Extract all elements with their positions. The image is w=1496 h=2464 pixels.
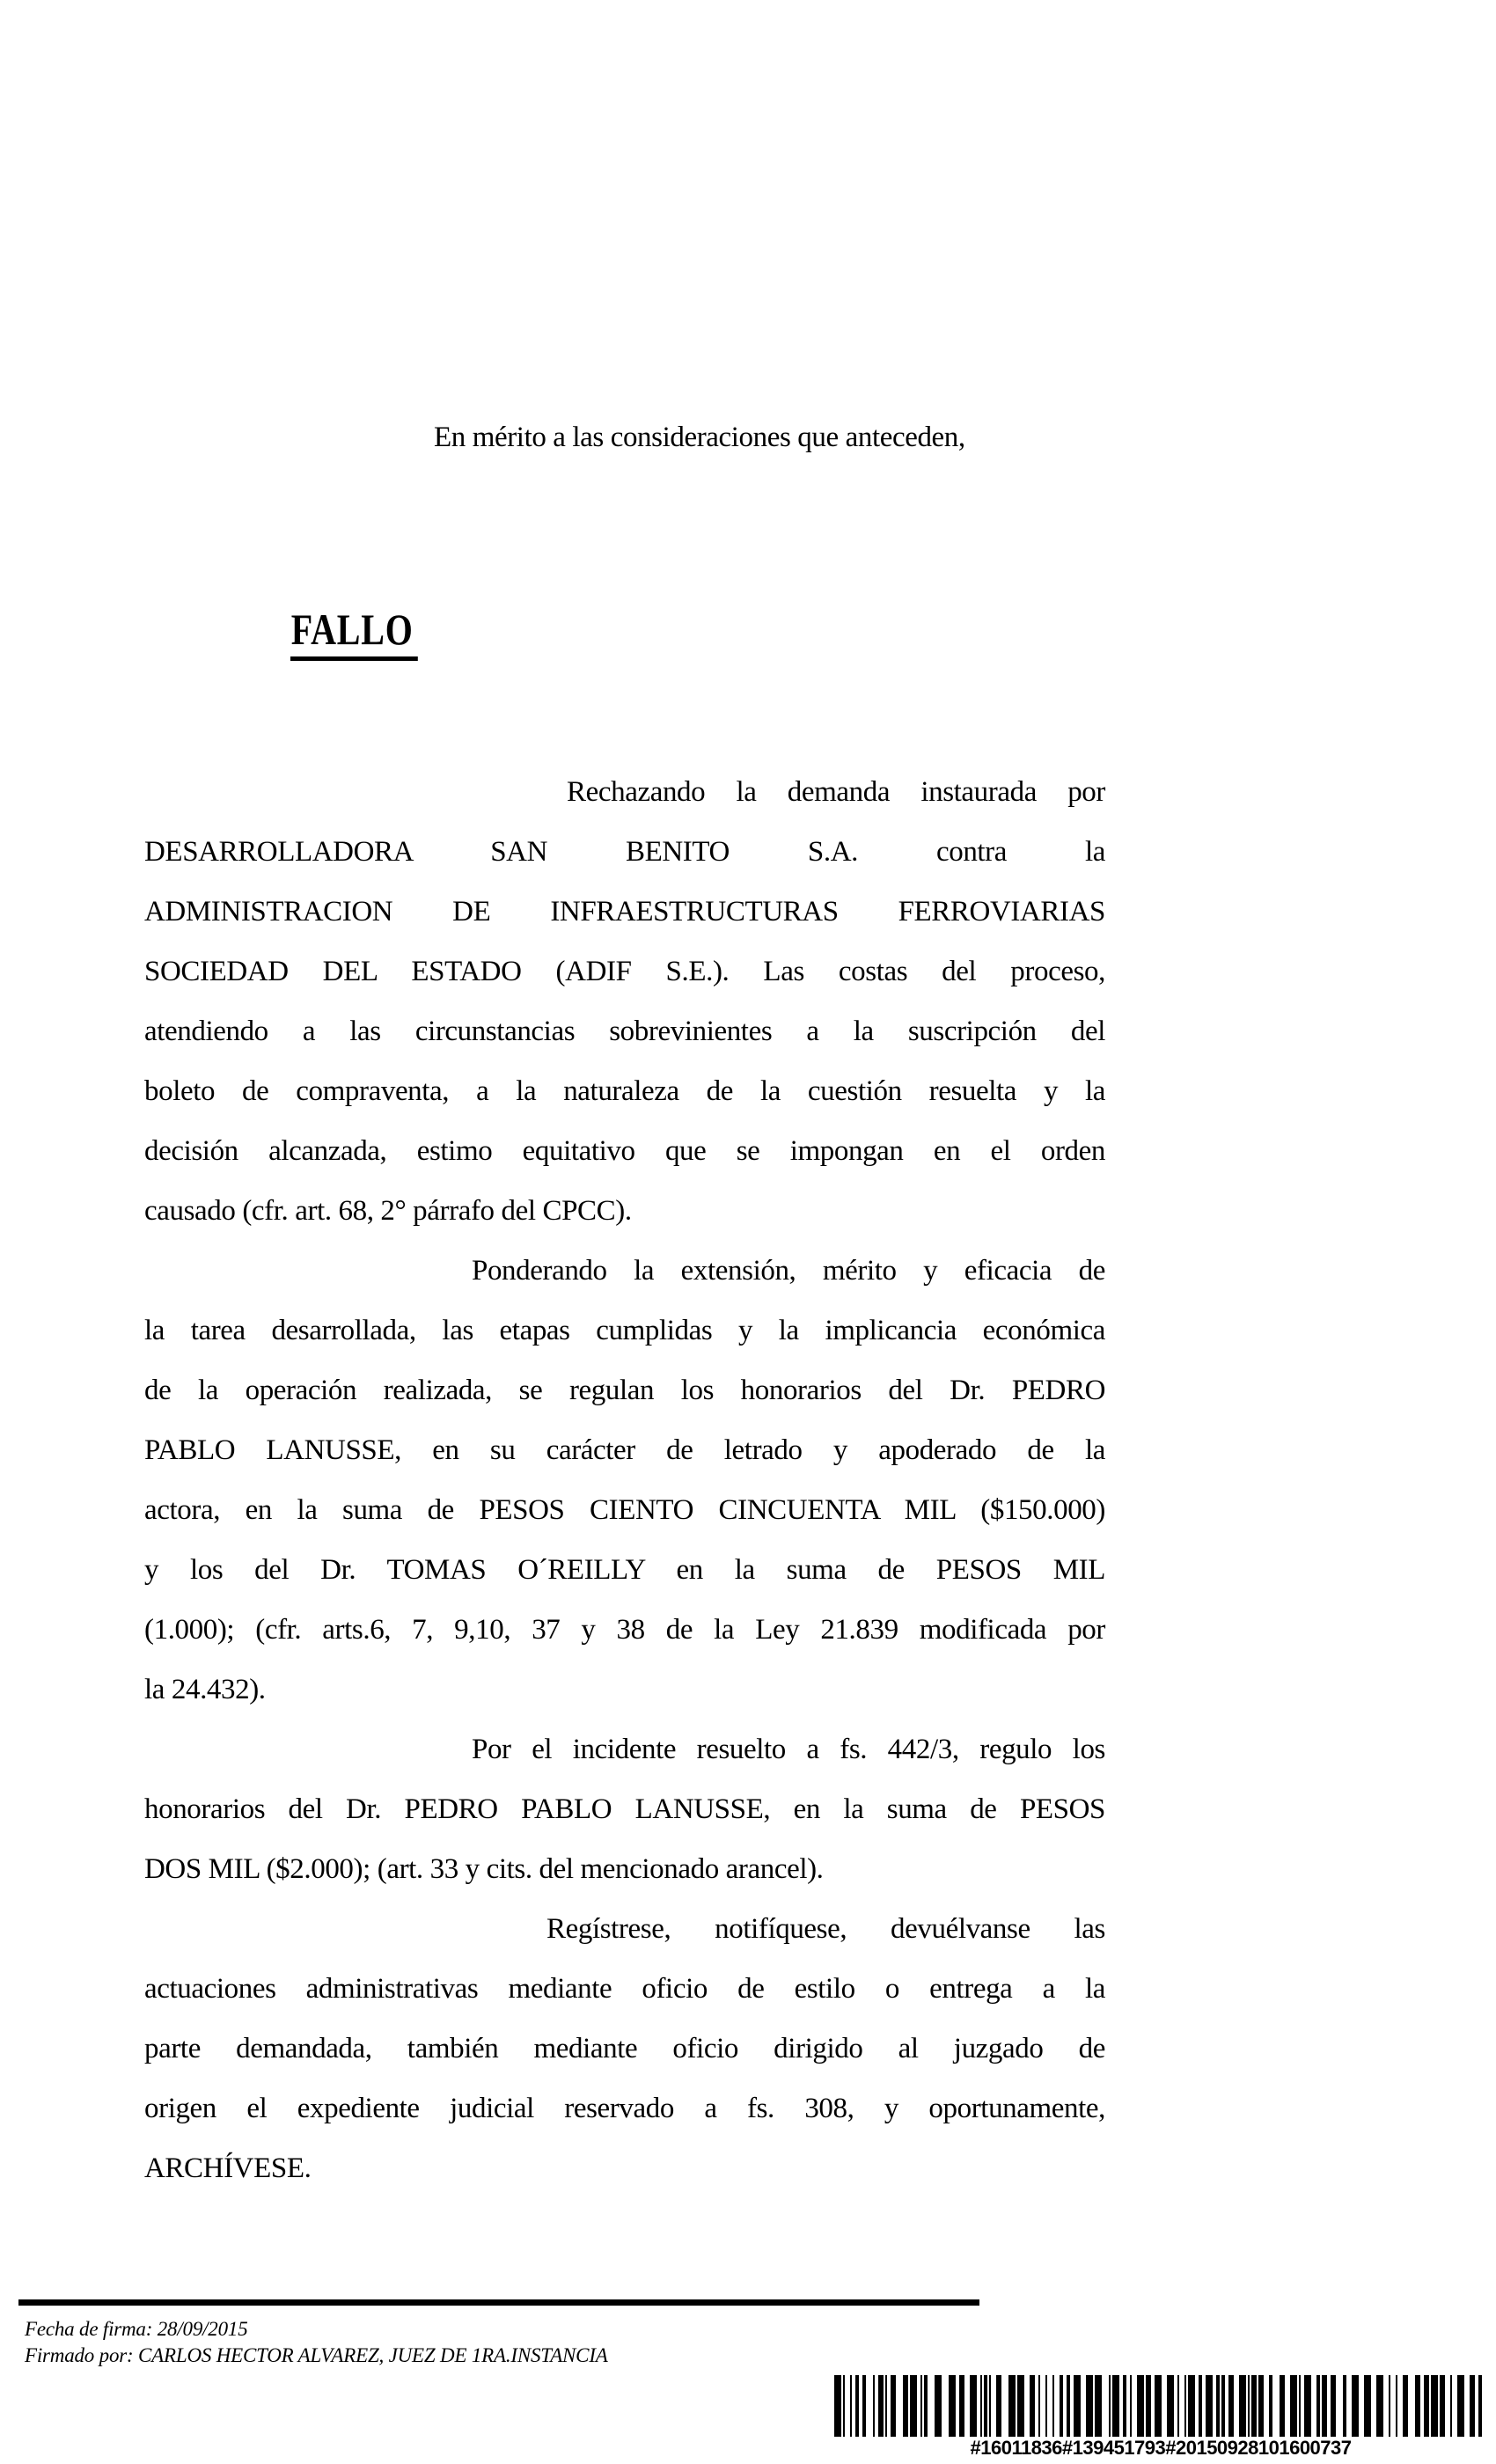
barcode-bar bbox=[996, 2375, 1001, 2437]
barcode-bar bbox=[1352, 2375, 1359, 2437]
barcode-bar bbox=[1478, 2375, 1482, 2437]
barcode-bar bbox=[1403, 2375, 1408, 2437]
barcode-bar bbox=[1060, 2375, 1063, 2437]
footer-divider-line bbox=[18, 2299, 979, 2306]
signed-by-text: Firmado por: CARLOS HECTOR ALVAREZ, JUEZ DE 1RA.INSTANCIA bbox=[25, 2344, 608, 2366]
barcode-bar bbox=[1304, 2375, 1311, 2437]
text-line: la tarea desarrollada, las etapas cumplidas y la implicancia económica bbox=[144, 1315, 1105, 1346]
barcode-bar bbox=[1470, 2375, 1475, 2437]
text-line: honorarios del Dr. PEDRO PABLO LANUSSE, en la suma de PESOS bbox=[144, 1793, 1105, 1825]
barcode-bar bbox=[1130, 2375, 1132, 2437]
barcode-bar bbox=[1280, 2375, 1285, 2437]
text-line: parte demandada, también mediante oficio dirigido al juzgado de bbox=[144, 2033, 1105, 2064]
text-line: origen el expediente judicial reservado a fs. 308, y oportunamente, bbox=[144, 2093, 1105, 2124]
fallo-heading bbox=[290, 607, 450, 661]
barcode-bar bbox=[1206, 2375, 1213, 2437]
barcode-bar bbox=[1316, 2375, 1320, 2437]
barcode-bar bbox=[1440, 2375, 1445, 2437]
barcode-bar bbox=[1095, 2375, 1102, 2437]
barcode-bar bbox=[1137, 2375, 1144, 2437]
barcode-bar bbox=[1396, 2375, 1397, 2437]
text-line: de la operación realizada, se regulan los honorarios del Dr. PEDRO bbox=[144, 1375, 1105, 1406]
barcode-bar bbox=[1074, 2375, 1081, 2437]
barcode-bar bbox=[843, 2375, 845, 2437]
barcode-bar bbox=[1228, 2375, 1234, 2437]
barcode-bar bbox=[1239, 2375, 1246, 2437]
barcode-bar bbox=[1450, 2375, 1452, 2437]
barcode-bar bbox=[878, 2375, 884, 2437]
barcode-bar bbox=[1343, 2375, 1346, 2437]
text-line: En mérito a las consideraciones que anteceden, bbox=[434, 422, 965, 453]
barcode-bar bbox=[1299, 2375, 1301, 2437]
text-line: ADMINISTRACION DE INFRAESTRUCTURAS FERROVIARIAS bbox=[144, 896, 1105, 928]
signature-date-text: Fecha de firma: 28/09/2015 bbox=[25, 2318, 248, 2340]
barcode-bar bbox=[1221, 2375, 1225, 2437]
barcode-bar bbox=[1030, 2375, 1035, 2437]
paragraph-incident-fees bbox=[144, 1720, 1105, 1899]
barcode-bar bbox=[855, 2375, 859, 2437]
barcode-bar bbox=[1258, 2375, 1264, 2437]
barcode-bar bbox=[949, 2375, 956, 2437]
barcode-bar bbox=[903, 2375, 908, 2437]
barcode-bar bbox=[834, 2375, 841, 2437]
barcode-bar bbox=[1112, 2375, 1119, 2437]
text-line: y los del Dr. TOMAS O´REILLY en la suma de PESOS MIL bbox=[144, 1554, 1105, 1586]
barcode-bar bbox=[1251, 2375, 1257, 2437]
paragraph-ruling-and-costs bbox=[144, 762, 1105, 1241]
barcode-bar bbox=[1123, 2375, 1126, 2437]
barcode-bar bbox=[1067, 2375, 1070, 2437]
barcode-bar bbox=[873, 2375, 875, 2437]
barcode-bar bbox=[1457, 2375, 1464, 2437]
text-line: Regístrese, notifíquese, devuélvanse las bbox=[546, 1913, 1105, 1945]
text-line: DESARROLLADORA SAN BENITO S.A. contra la bbox=[144, 836, 1105, 868]
text-line: SOCIEDAD DEL ESTADO (ADIF S.E.). Las costas del proceso, bbox=[144, 956, 1105, 987]
text-line: boleto de compraventa, a la naturaleza de la cuestión resuelta y la bbox=[144, 1075, 1105, 1107]
barcode-bar bbox=[1109, 2375, 1111, 2437]
barcode-bar bbox=[1322, 2375, 1327, 2437]
barcode-bar bbox=[1431, 2375, 1438, 2437]
paragraph-intro bbox=[144, 407, 1105, 467]
barcode-bar bbox=[1376, 2375, 1383, 2437]
text-line: actuaciones administrativas mediante oficio de estilo o entrega a la bbox=[144, 1973, 1105, 2005]
barcode-value-text: #16011836#139451793#20150928101600737 bbox=[970, 2437, 1352, 2459]
barcode-bar bbox=[1184, 2375, 1186, 2437]
paragraph-closing-orders bbox=[144, 1899, 1105, 2198]
barcode-bar bbox=[850, 2375, 852, 2437]
barcode-bar bbox=[910, 2375, 917, 2437]
barcode-bar bbox=[1364, 2375, 1371, 2437]
barcode-bar bbox=[1038, 2375, 1040, 2437]
barcode-bar bbox=[924, 2375, 928, 2437]
barcode-bar bbox=[980, 2375, 982, 2437]
barcode-bar bbox=[1389, 2375, 1390, 2437]
text-line: PABLO LANUSSE, en su carácter de letrado y apoderado de la bbox=[144, 1434, 1105, 1466]
barcode-bar bbox=[989, 2375, 991, 2437]
barcode-bar bbox=[1415, 2375, 1420, 2437]
text-line: decisión alcanzada, estimo equitativo que se impongan en el orden bbox=[144, 1135, 1105, 1167]
barcode-bar bbox=[984, 2375, 987, 2437]
barcode-bar bbox=[1167, 2375, 1174, 2437]
barcode-bar bbox=[1008, 2375, 1016, 2437]
text-line: Ponderando la extensión, mérito y eficacia de bbox=[472, 1255, 1105, 1287]
barcode-bar bbox=[891, 2375, 896, 2437]
barcode-bar bbox=[935, 2375, 942, 2437]
barcode-bar bbox=[920, 2375, 922, 2437]
text-line: Rechazando la demanda instaurada por bbox=[567, 776, 1105, 808]
barcode-bar bbox=[1248, 2375, 1250, 2437]
barcode-bar bbox=[1269, 2375, 1272, 2437]
barcode-bar bbox=[1290, 2375, 1297, 2437]
barcode-bar bbox=[862, 2375, 866, 2437]
text-line: ARCHÍVESE. bbox=[144, 2152, 312, 2184]
barcode-bar bbox=[1017, 2375, 1024, 2437]
barcode-bar bbox=[1155, 2375, 1162, 2437]
text-line: DOS MIL ($2.000); (art. 33 y cits. del mencionado arancel). bbox=[144, 1853, 824, 1885]
barcode-bar bbox=[885, 2375, 887, 2437]
text-line: la 24.432). bbox=[144, 1674, 266, 1705]
text-line: causado (cfr. art. 68, 2° párrafo del CPCC). bbox=[144, 1195, 632, 1227]
barcode-bar bbox=[970, 2375, 977, 2437]
barcode bbox=[834, 2375, 1487, 2437]
barcode-bar bbox=[959, 2375, 964, 2437]
text-line: Por el incidente resuelto a fs. 442/3, regulo los bbox=[472, 1734, 1105, 1765]
barcode-bar bbox=[1424, 2375, 1429, 2437]
barcode-bar bbox=[1052, 2375, 1054, 2437]
barcode-bar bbox=[1331, 2375, 1336, 2437]
barcode-bar bbox=[1199, 2375, 1202, 2437]
barcode-bar bbox=[1146, 2375, 1151, 2437]
paragraph-honorarios bbox=[144, 1241, 1105, 1720]
barcode-bar bbox=[1188, 2375, 1195, 2437]
barcode-bar bbox=[1086, 2375, 1093, 2437]
barcode-bar bbox=[1177, 2375, 1179, 2437]
text-line: atendiendo a las circunstancias sobrevinientes a la suscripción del bbox=[144, 1016, 1105, 1047]
barcode-bar bbox=[1216, 2375, 1220, 2437]
barcode-bar bbox=[1045, 2375, 1047, 2437]
text-line: (1.000); (cfr. arts.6, 7, 9,10, 37 y 38 de la Ley 21.839 modificada por bbox=[144, 1614, 1105, 1646]
text-line: actora, en la suma de PESOS CIENTO CINCUENTA MIL ($150.000) bbox=[144, 1494, 1105, 1526]
fallo-heading-text: FALLO bbox=[290, 607, 417, 661]
